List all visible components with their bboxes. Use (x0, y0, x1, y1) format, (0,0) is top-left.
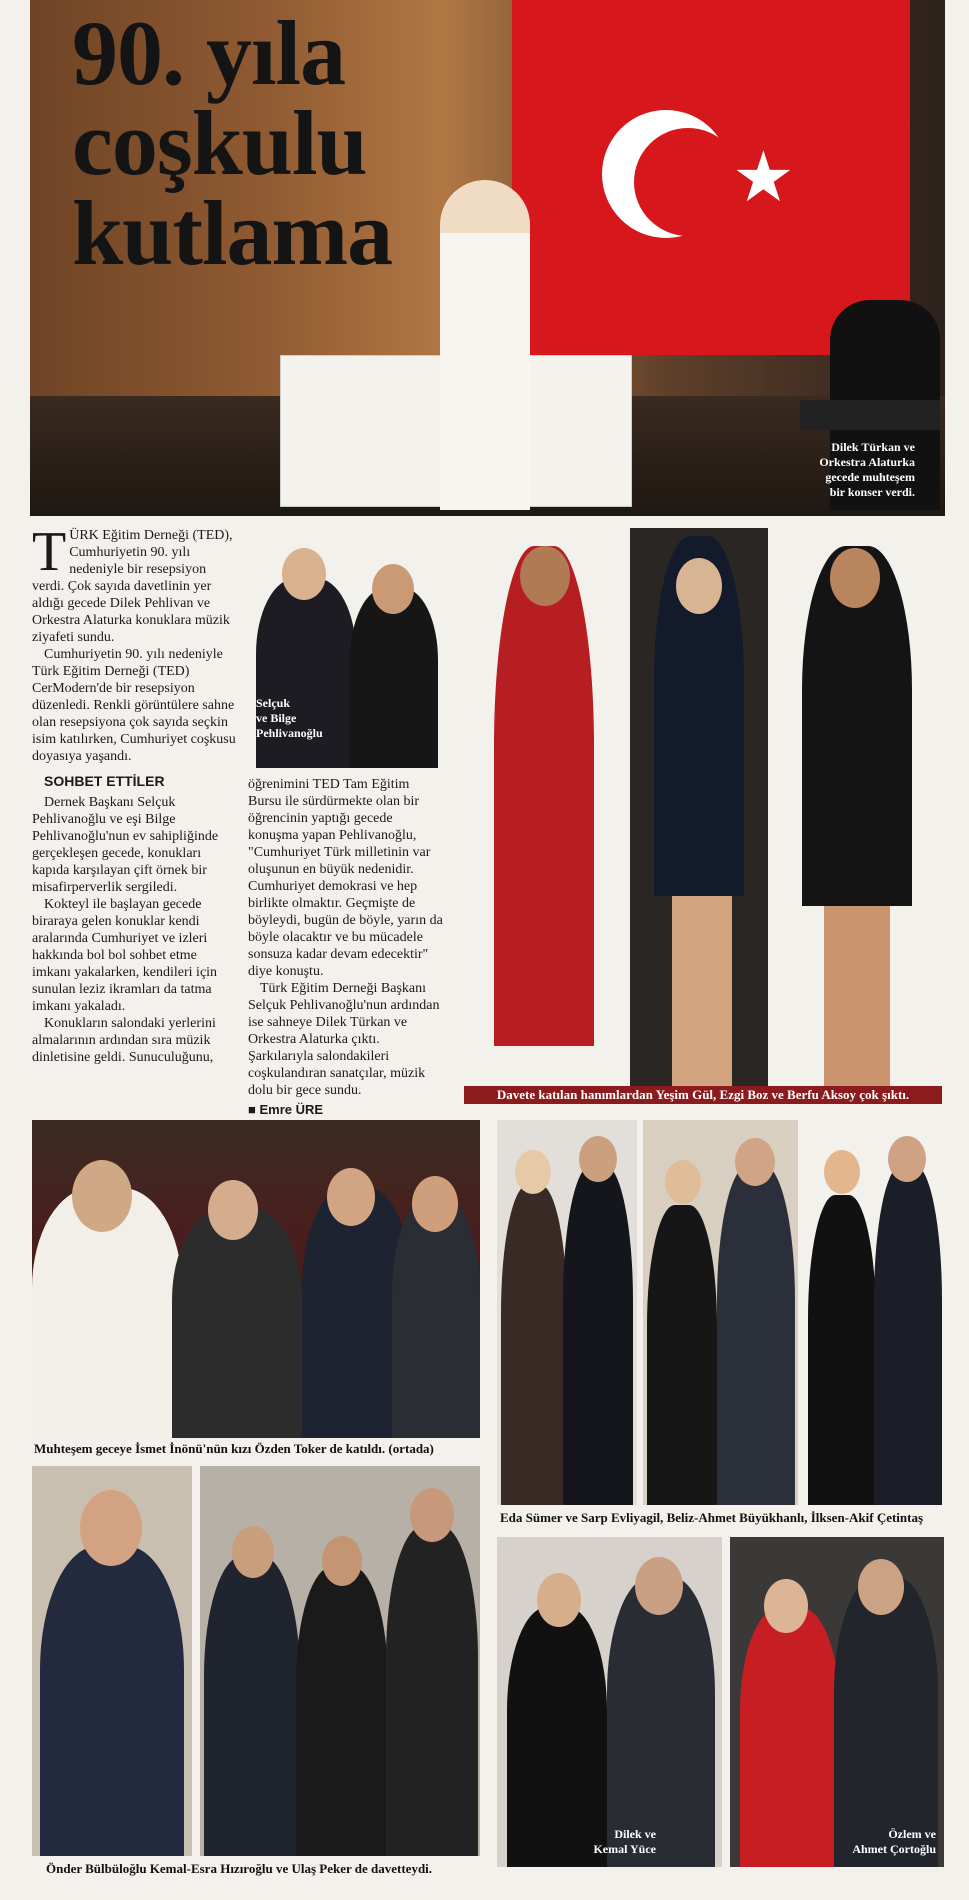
article-paragraph: Türk Eğitim Derneği Başkanı Selçuk Pehlivanoğlu'nun ardından ise sahneye Dilek Türkan ve Orkestra Alaturka çıktı. Şarkılarıyla salondakileri coşkulandıran sanatçılar, müzik dolu bir gece sundu. (248, 981, 440, 1098)
article-paragraph: Dernek Başkanı Selçuk Pehlivanoğlu ve eşi Bilge Pehlivanoğlu'nun ev sahipliğinde gerçekleşen gecede, konukları kapıda karşılayan çift örnek bir misafirperverlik sergiledi. (32, 795, 219, 895)
photo-selcuk-bilge (248, 528, 446, 768)
page-title (72, 2, 393, 284)
turkish-flag-icon (512, 0, 910, 355)
caption-audience: Muhteşem geceye İsmet İnönü'nün kızı Özden Toker de katıldı. (ortada) (34, 1441, 434, 1456)
article-lead: TÜRK Eğitim Derneği (TED), Cumhuriyetin 90. yılı nedeniyle bir resepsiyon verdi. Çok sayıda davetlinin yer aldığı gecede Dilek Pehlivan ve Orkestra Alaturka konuklara müzik ziyafeti sundu. (32, 521, 233, 645)
photo-lady-navy (630, 528, 768, 1086)
hero-photo-concert (30, 0, 945, 516)
photo-lady-black (772, 528, 942, 1086)
photo-caption: Dilek ve Kemal Yüce (593, 1827, 656, 1856)
caption-ladies: Davete katılan hanımlardan Yeşim Gül, Ezgi Boz ve Berfu Aksoy çok şıktı. (464, 1086, 942, 1104)
article-paragraph: Cumhuriyetin 90. yılı nedeniyle Türk Eğitim Derneği (TED) CerModern'de bir resepsiyon düzenledi. Renkli görüntülere sahne olan resepsiyona çok sayıda seçkin isim katılırken, Cumhuriyet coşkusu doyasıya yaşandı. (32, 647, 236, 764)
dropcap: T (32, 521, 67, 583)
article-paragraph: Konukların salondaki yerlerini almalarının ardından sıra müzik dinletisine geldi. Sunuculuğunu, (32, 1016, 216, 1065)
headline-line-1: 90. yıla (72, 2, 346, 104)
photo-ozlem-ahmet-cortoglu (730, 1537, 944, 1867)
photo-couple-1 (497, 1120, 637, 1505)
photo-caption: Selçuk ve Bilge Pehlivanoğlu (256, 696, 323, 740)
photo-lady-red (464, 528, 626, 1086)
article-paragraph: Kokteyl ile başlayan gecede biraraya gelen konuklar kendi aralarında Cumhuriyet ve izleri hakkında bol bol sohbet etme imkanı yakalarken, kendileri için sunulan leziz ikramları da tatma imkanı yakaladı. (32, 897, 218, 1014)
singer-figure (440, 180, 530, 510)
star-icon: ★ (732, 138, 795, 216)
article-column-1 (32, 521, 237, 1066)
photo-dilek-kemal-yuce (497, 1537, 722, 1867)
caption-bottom-left: Önder Bülbüloğlu Kemal-Esra Hızıroğlu ve Ulaş Peker de davetteydi. (46, 1861, 433, 1876)
photo-hiziroglu-peker (200, 1466, 480, 1856)
headline-line-3: kutlama (72, 182, 393, 284)
article-paragraph: öğrenimini TED Tam Eğitim Bursu ile sürdürmekte olan bir öğrencinin yaptığı gecede konuşma yapan Pehlivanoğlu, "Cumhuriyet Türk milletinin var oluşunun en büyük nedenidir. Cumhuriyet demokrasi ve hep birlikte olmaktır. Geçmişte de böyleydi, bugün de böyle, yarın da böyle olacaktır ve bu mücadele sonsuza kadar devam edecektir" diye konuştu. (248, 777, 443, 979)
photo-couple-3 (804, 1120, 944, 1505)
photo-caption: Özlem ve Ahmet Çortoğlu (852, 1827, 936, 1856)
headline-line-2: coşkulu (72, 92, 367, 194)
photo-onder-bulbuloglu (32, 1466, 192, 1856)
photo-couple-2 (643, 1120, 798, 1505)
photo-audience (32, 1120, 480, 1438)
subheading: SOHBET ETTİLER (44, 773, 165, 789)
hero-caption: Dilek Türkan ve Orkestra Alaturka gecede muhteşem bir konser verdi. (819, 440, 915, 499)
instrument (800, 400, 940, 430)
caption-couples: Eda Sümer ve Sarp Evliyagil, Beliz-Ahmet Büyükhanlı, İlksen-Akif Çetintaş (500, 1510, 924, 1525)
author-byline: ■ Emre ÜRE (248, 1102, 324, 1117)
article-column-2 (248, 776, 446, 1118)
